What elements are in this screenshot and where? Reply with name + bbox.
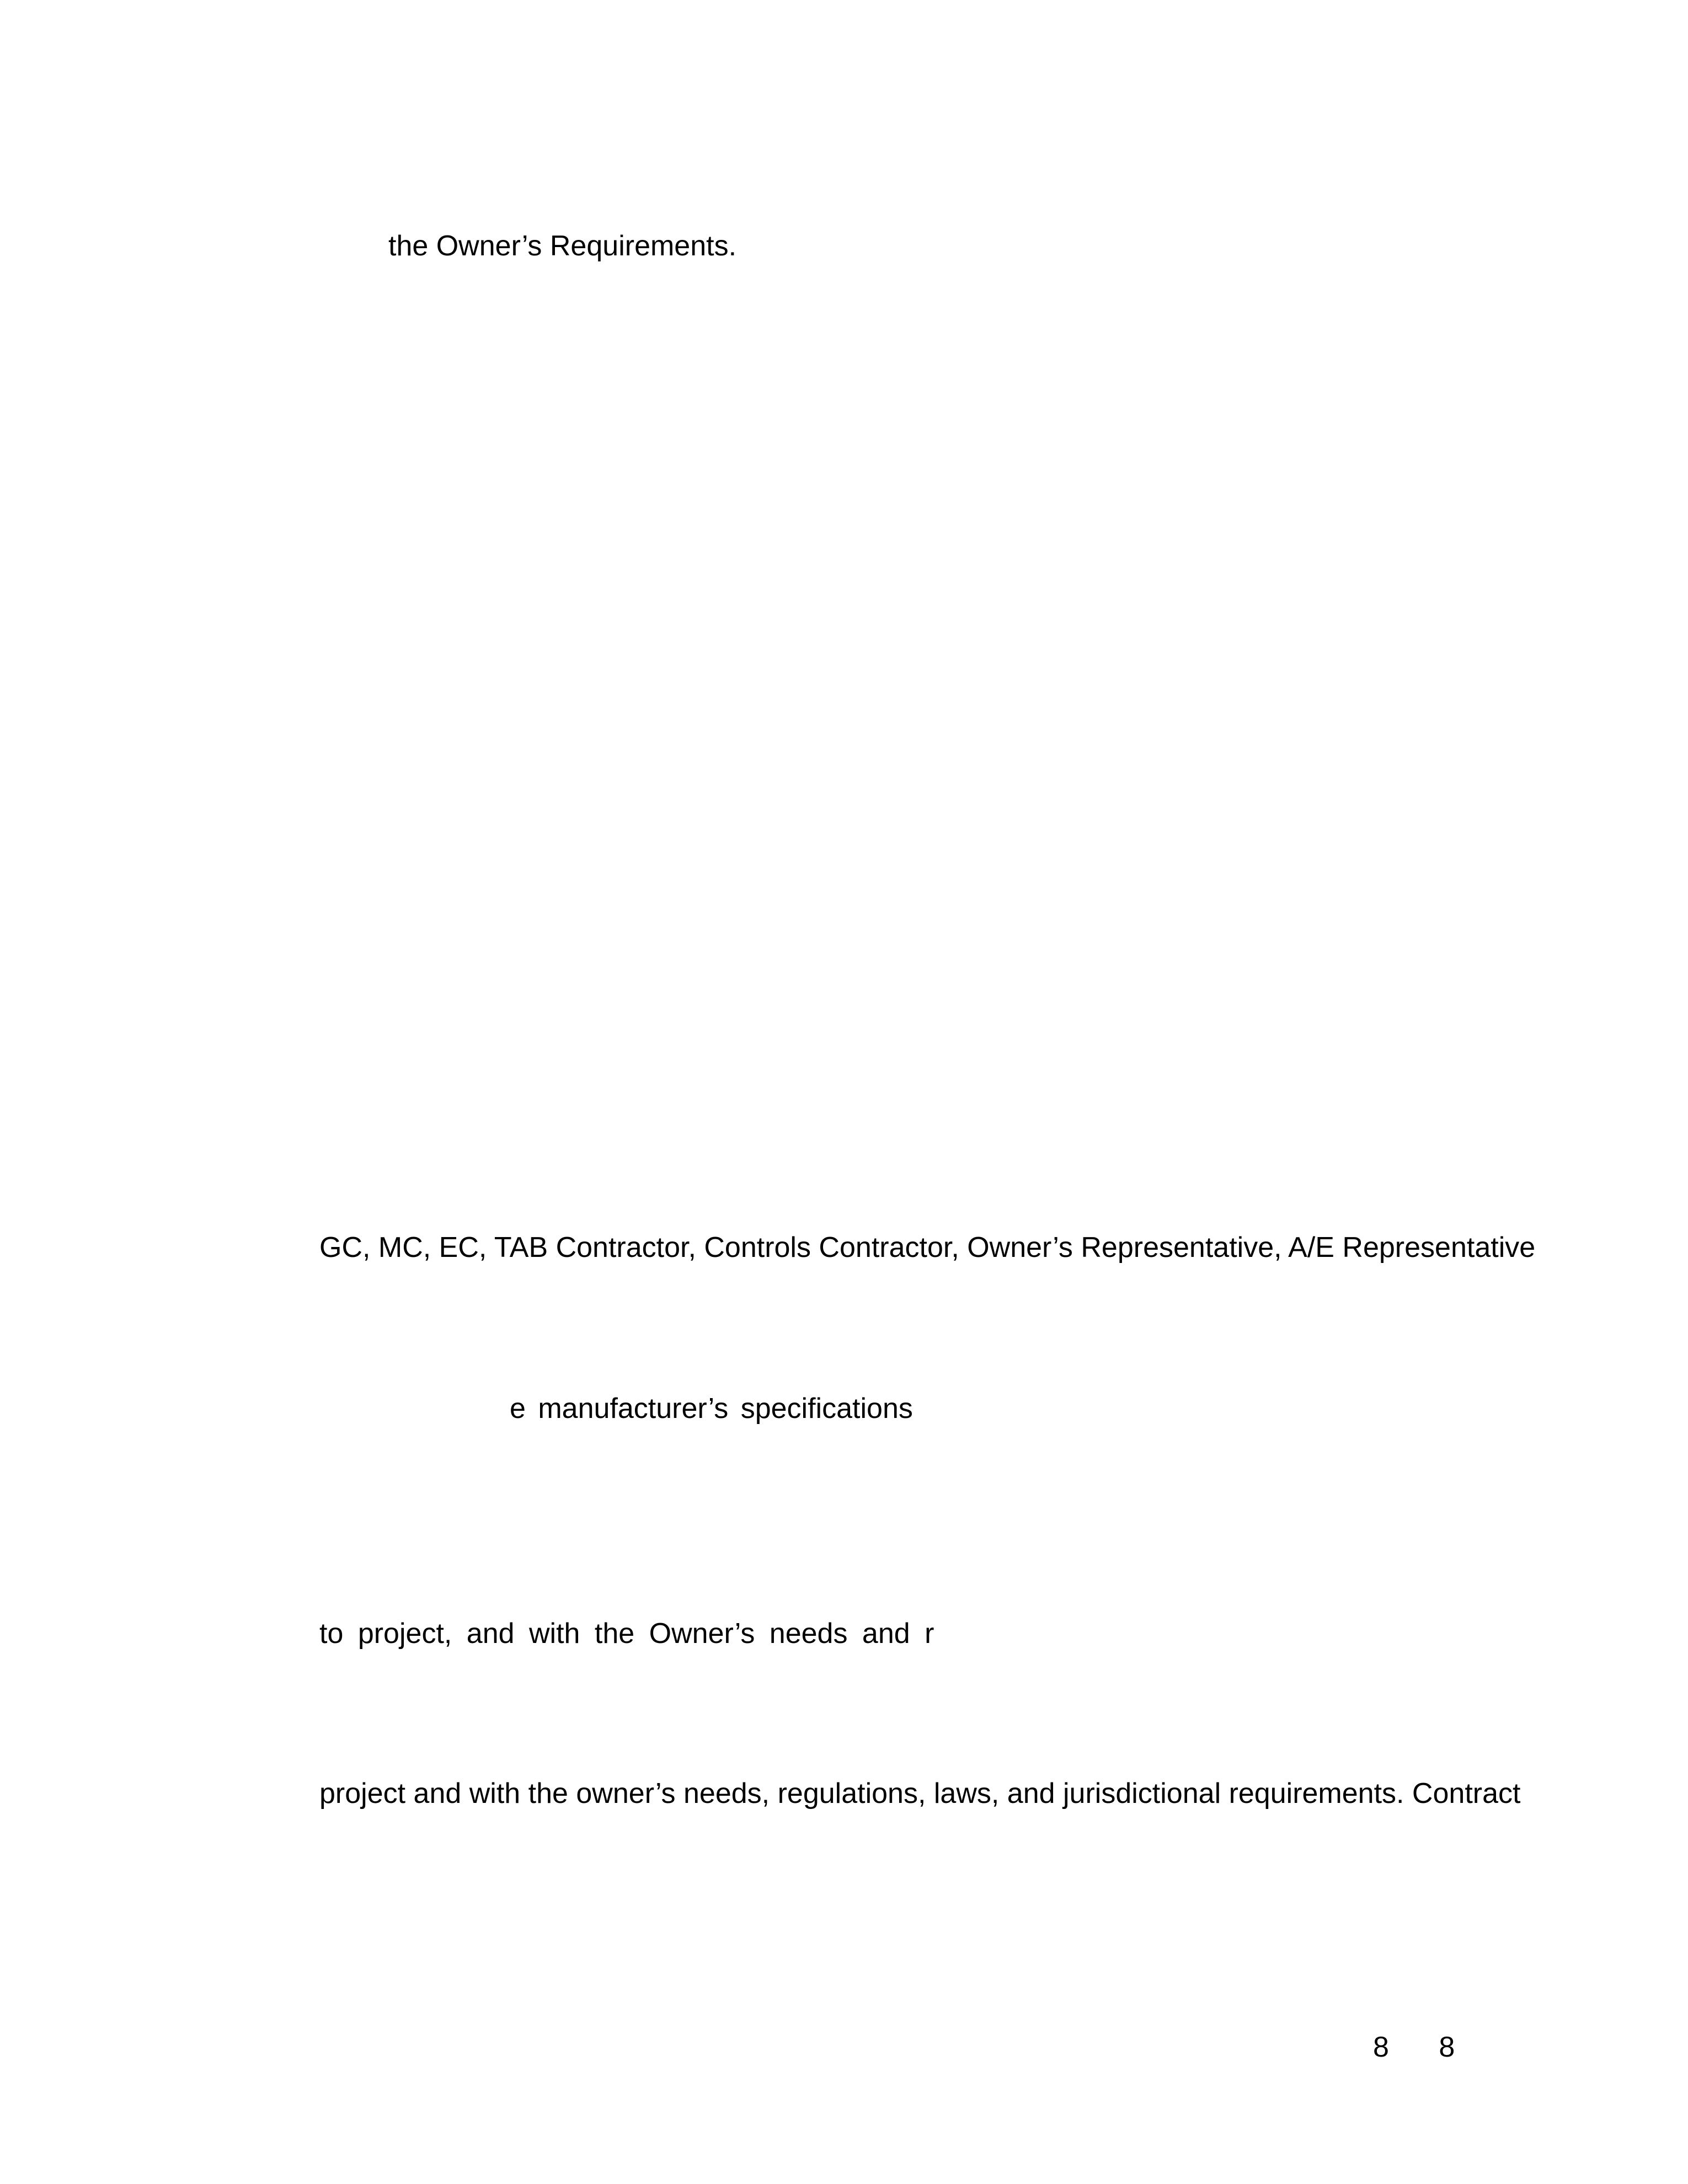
page-number: 8 8 [1373,2031,1476,2063]
text-line-manufacturer-specifications: e manufacturer’s specifications [510,1393,913,1425]
text-line-owners-requirements: the Owner’s Requirements. [388,230,737,262]
text-line-owner-needs: to project, and with the Owner’s needs and r [319,1618,934,1650]
text-line-regulations: project and with the owner’s needs, regulations, laws, and jurisdictional requirements. Contract [319,1778,1521,1810]
text-line-parties-list: GC, MC, EC, TAB Contractor, Controls Contractor, Owner’s Representative, A/E Representative [319,1232,1536,1264]
